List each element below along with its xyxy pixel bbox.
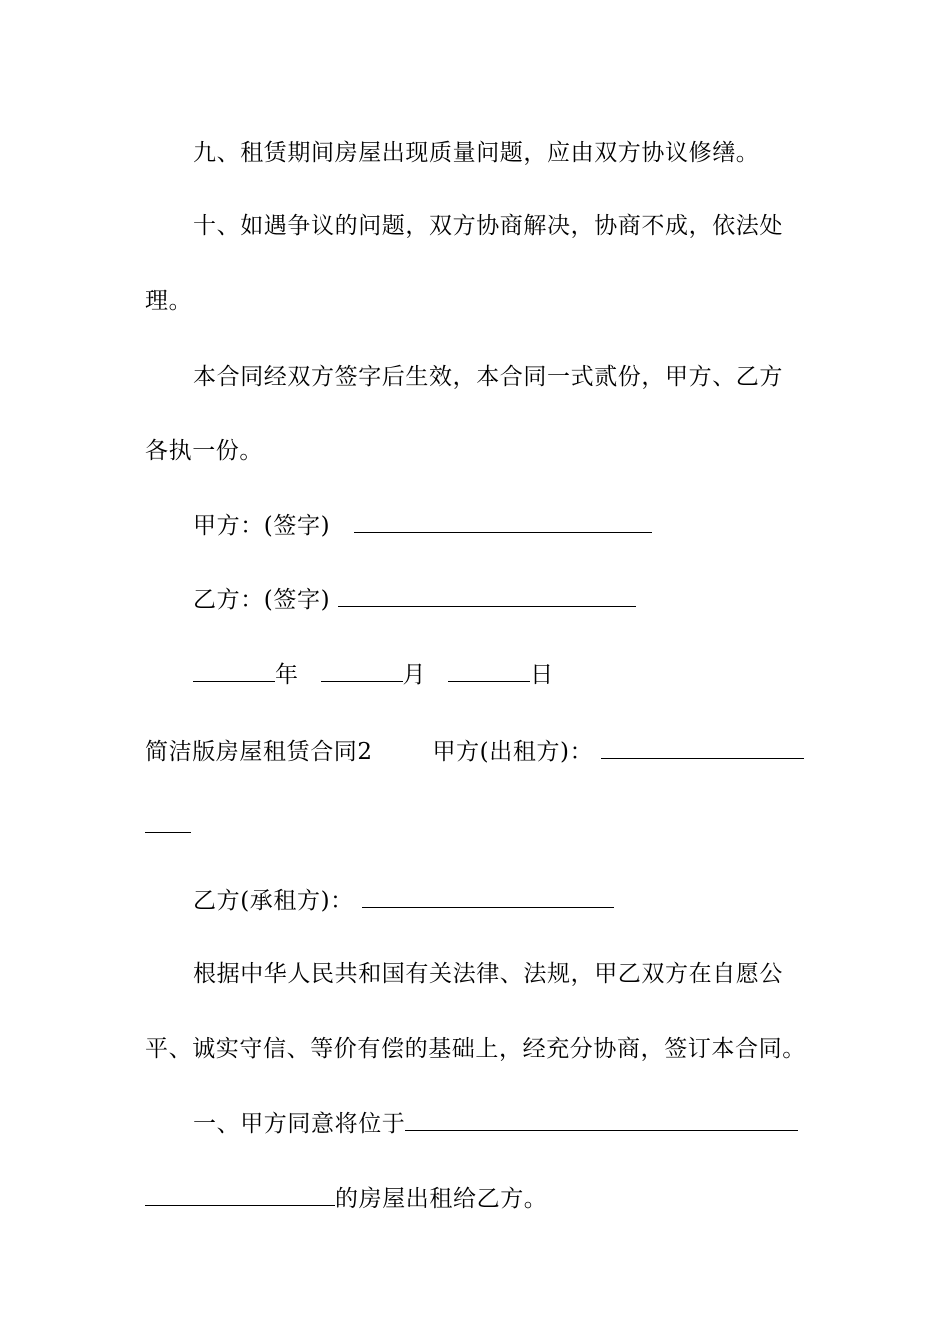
party-b-sign-label: 乙方：(签字) [193, 587, 331, 613]
clause-1-label: 一、甲方同意将位于 [193, 1111, 406, 1137]
day-label: 日 [530, 662, 554, 688]
lessee-blank [362, 885, 614, 908]
lessor-label: 甲方(出租方)： [432, 739, 594, 765]
year-blank [193, 659, 275, 682]
preamble-line-2: 平、诚实守信、等价有偿的基础上，经充分协商，签订本合同。 [145, 1036, 806, 1062]
lessee-line [193, 885, 614, 916]
property-location-blank [405, 1108, 798, 1131]
clause-1-line-1 [193, 1108, 798, 1139]
clause-10-line-1: 十、如遇争议的问题，双方协商解决，协商不成，依法处 [193, 213, 783, 239]
contract-2-title: 简洁版房屋租赁合同2 [145, 739, 373, 765]
preamble-line-1: 根据中华人民共和国有关法律、法规，甲乙双方在自愿公 [193, 961, 783, 987]
party-a-sign-label: 甲方：(签字) [193, 513, 331, 539]
lessor-blank-continuation-line [145, 810, 191, 841]
day-blank [448, 659, 530, 682]
effect-line-2: 各执一份。 [145, 438, 263, 464]
contract-2-heading-line [145, 736, 804, 767]
clause-9: 九、租赁期间房屋出现质量问题，应由双方协议修缮。 [193, 140, 760, 166]
clause-10-line-2: 理。 [145, 288, 193, 314]
clause-1-line-2 [145, 1183, 547, 1214]
month-label: 月 [402, 662, 427, 688]
lessor-blank [601, 736, 804, 759]
clause-1-rest: 的房屋出租给乙方。 [335, 1186, 548, 1212]
month-blank [321, 659, 403, 682]
party-a-signature-line [193, 510, 652, 541]
party-b-signature-line [193, 584, 636, 615]
date-line [193, 659, 554, 690]
party-a-signature-blank [354, 510, 652, 533]
effect-line-1: 本合同经双方签字后生效，本合同一式贰份，甲方、乙方 [193, 364, 783, 390]
lessee-label: 乙方(承租方)： [193, 888, 354, 914]
property-location-blank-continuation [145, 1183, 335, 1206]
year-label: 年 [275, 662, 299, 688]
party-b-signature-blank [338, 584, 636, 607]
lessor-blank-continuation [145, 810, 191, 833]
